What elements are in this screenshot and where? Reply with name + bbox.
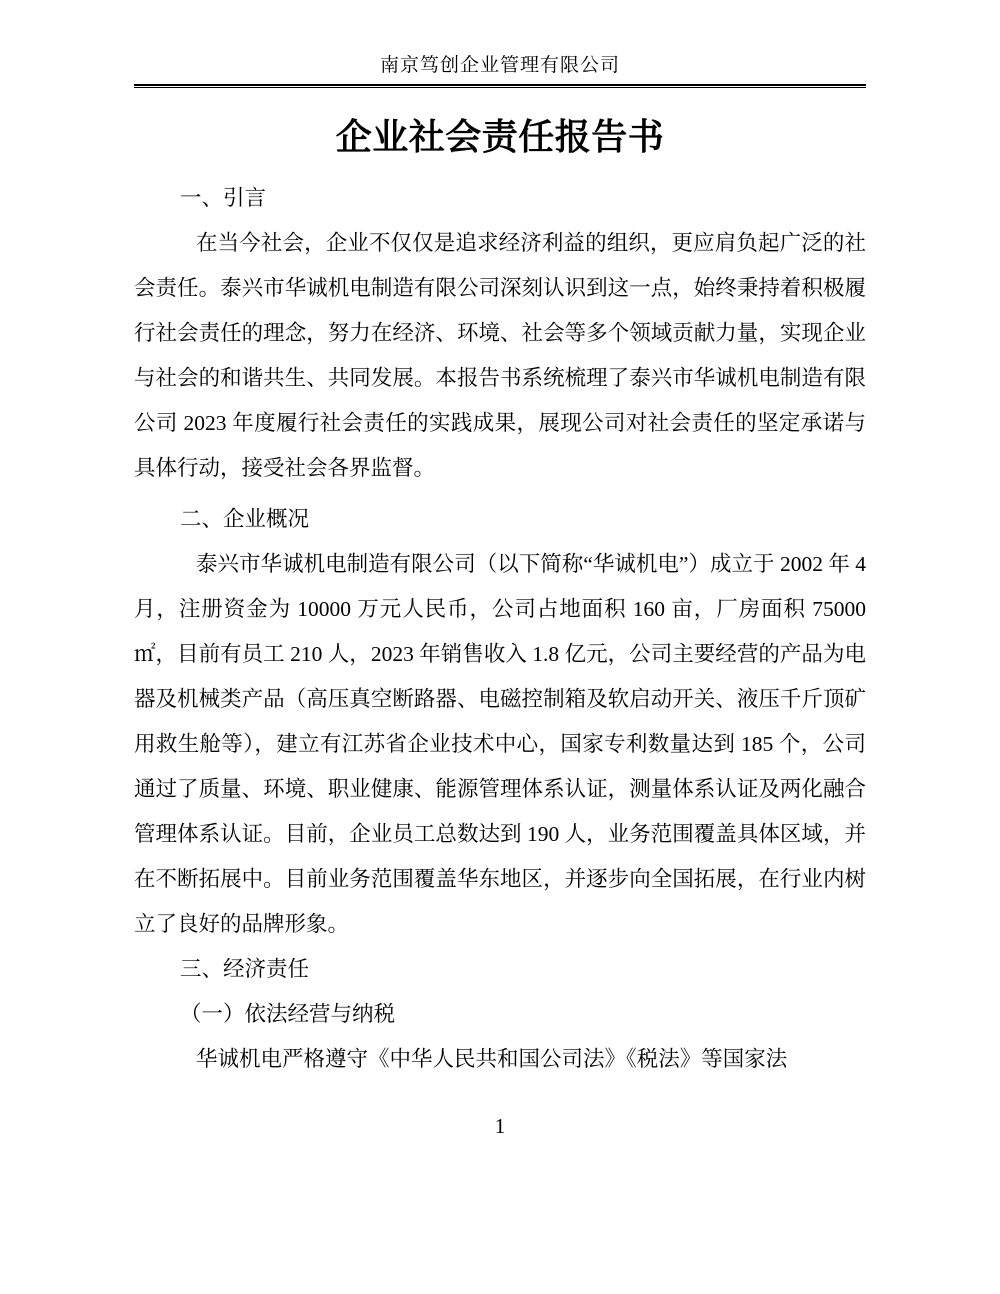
page-number: 1 xyxy=(494,1114,506,1138)
section-heading-introduction: 一、引言 xyxy=(180,186,267,210)
header-company-name: 南京笃创企业管理有限公司 xyxy=(379,55,620,76)
header-divider-rule xyxy=(134,84,866,88)
paragraph-lawful-operation-tax: 华诚机电严格遵守《中华人民共和国公司法》《税法》等国家法 xyxy=(196,1047,788,1071)
document-body xyxy=(134,176,866,1082)
subsection-heading-lawful-operation-tax: （一）依法经营与纳税 xyxy=(180,1002,396,1026)
section-heading-company-overview: 二、企业概况 xyxy=(180,507,310,531)
document-title: 企业社会责任报告书 xyxy=(335,117,665,157)
page-header xyxy=(134,56,866,88)
page-footer xyxy=(134,1104,866,1149)
section-heading-economic-responsibility: 三、经济责任 xyxy=(180,957,310,981)
paragraph-company-overview: 泰兴市华诚机电制造有限公司（以下简称“华诚机电”）成立于 2002 年 4 月，注册资金为 10000 万元人民币，公司占地面积 160 亩，厂房面积 75000 ㎡，目前有员工 210 人，2023 年销售收入 1.8 亿元，公司主要经营的产品为电器及机械类产品（高压真空断路器、电磁控制箱及软启动开关、液压千斤顶矿用救生舱等），建立有江苏省企业技术中心，国家专利数量达到 185 个，公司通过了质量、环境、职业健康、能源管理体系认证，测量体系认证及两化融合管理体系认证。目前，企业员工总数达到 190 人，业务范围覆盖具体区域，并在不断拓展中。目前业务范围覆盖华东地区，并逐步向全国拓展，在行业内树立了良好的品牌形象。 xyxy=(134,552,866,936)
paragraph-introduction: 在当今社会，企业不仅仅是追求经济利益的组织，更应肩负起广泛的社会责任。泰兴市华诚机电制造有限公司深刻认识到这一点，始终秉持着积极履行社会责任的理念，努力在经济、环境、社会等多个领域贡献力量，实现企业与社会的和谐共生、共同发展。本报告书系统梳理了泰兴市华诚机电制造有限公司 2023 年度履行社会责任的实践成果，展现公司对社会责任的坚定承诺与具体行动，接受社会各界监督。 xyxy=(134,231,866,480)
